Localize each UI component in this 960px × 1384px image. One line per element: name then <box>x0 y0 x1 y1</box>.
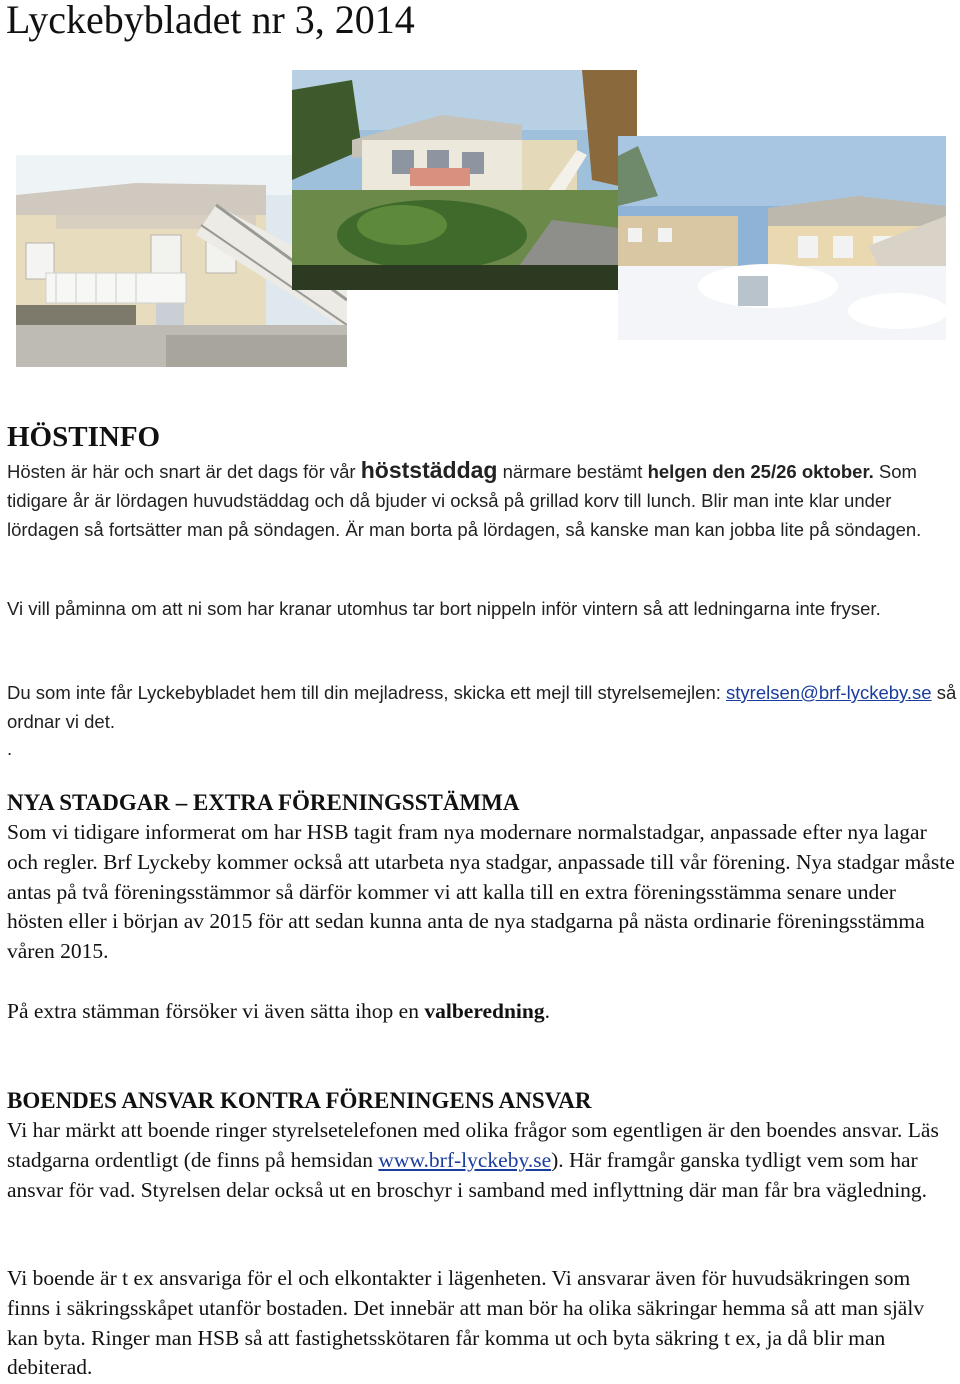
text-span: Hösten är här och snart är det dags för vår <box>7 461 361 482</box>
website-link[interactable]: www.brf-lyckeby.se <box>378 1147 552 1172</box>
text-span: ). Här framgår ganska tydligt vem som har ansvar för vad. Styrelsen delar också ut en broschyr i samband med inflyttning där man får bra vägledning. <box>7 1147 928 1202</box>
section-heading-ansvar: BOENDES ANSVAR KONTRA FÖRENINGENS ANSVAR <box>7 1088 592 1113</box>
ansvar-paragraph-stadgar <box>7 1116 957 1205</box>
text-span: Vi har märkt att boende ringer styrelsetelefonen med olika frågor som egentligen är den boendes ansvar. Läs stadgarna ordentligt (de finns på hemsidan <box>7 1118 939 1172</box>
emphasis-hoststaddag: höststäddag <box>360 457 498 483</box>
text-span: På extra stämman försöker vi även sätta ihop en <box>7 999 425 1023</box>
emphasis-date: helgen den 25/26 oktober. <box>647 461 874 482</box>
text-span: Som tidigare år är lördagen huvudstäddag och då bjuder vi också på grillad korv till lunch. Blir man inte klar under lördagen så fortsätter man på söndagen. Är man borta på lördagen, så kanske man kan jobba lite på söndagen. <box>7 461 922 540</box>
stadgar-paragraph-main: Som vi tidigare informerat om har HSB tagit fram nya modernare normalstadgar, anpassade efter nya lagar och regler. Brf Lyckeby kommer också att utarbeta nya stadgar, anpassade till vår förening. Nya stadgar måste antas på två föreningsstämmor så därför kommer vi att kalla till en extra föreningsstämma senare under hösten eller i början av 2015 för att sedan kunna anta de nya stadgarna på nästa ordinarie föreningsstämma våren 2015. <box>7 820 955 964</box>
page-title: Lyckebybladet nr 3, 2014 <box>6 0 415 42</box>
stray-dot: . <box>7 738 13 759</box>
hostinfo-paragraph-email <box>7 678 957 736</box>
text-span: så ordnar vi det. <box>7 682 957 732</box>
section-heading-hostinfo: HÖSTINFO <box>7 421 161 453</box>
ansvar-paragraph-fuses: Vi boende är t ex ansvariga för el och elkontakter i lägenheten. Vi ansvarar även för huvudsäkringen som finns i säkringsskåpet utanför bostaden. Det innebär att man bör ha olika säkringar hemma så att man själv kan byta. Ringer man HSB så att fastighetsskötaren får komma ut och byta säkring t ex, ja då blir man debiterad. <box>7 1266 925 1380</box>
building-photo-summer-center <box>292 70 637 290</box>
stadgar-paragraph-valberedning <box>7 997 957 1027</box>
emphasis-valberedning: valberedning <box>424 999 545 1023</box>
hostinfo-paragraph-cleanup <box>7 456 957 544</box>
text-span: . <box>544 999 550 1023</box>
building-photo-winter-right <box>618 136 946 340</box>
text-span: Du som inte får Lyckebybladet hem till din mejladress, skicka ett mejl till styrelsemejlen: <box>7 682 727 703</box>
hostinfo-paragraph-taps: Vi vill påminna om att ni som har kranar utomhus tar bort nippeln inför vintern så att ledningarna inte fryser. <box>7 598 881 619</box>
section-heading-stadgar: NYA STADGAR – EXTRA FÖRENINGSSTÄMMA <box>7 790 520 815</box>
board-email-link[interactable]: styrelsen@brf-lyckeby.se <box>726 682 932 703</box>
text-span: närmare bestämt <box>497 461 648 482</box>
